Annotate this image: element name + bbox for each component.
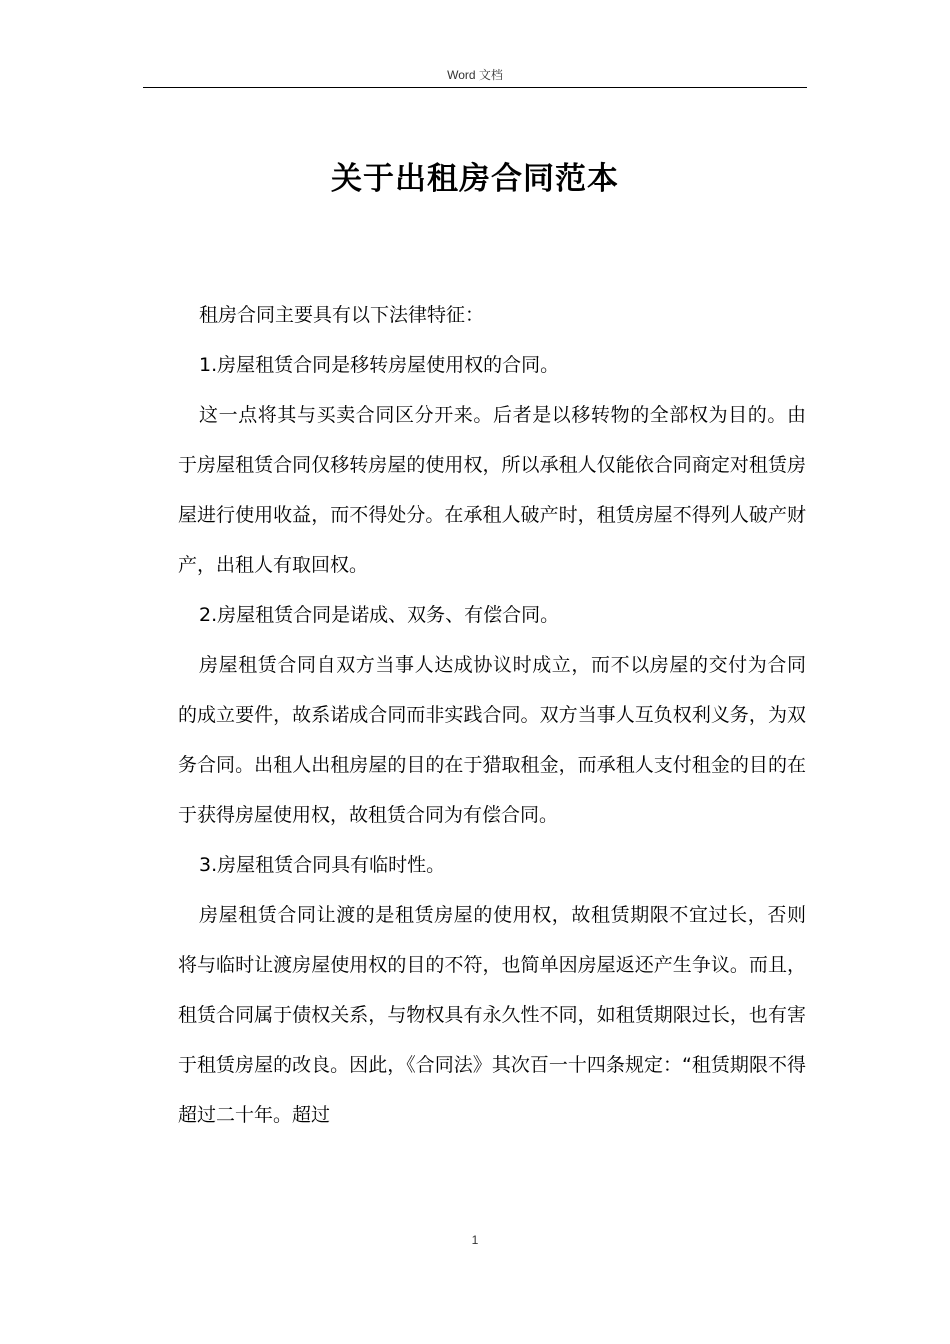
paragraph-body-3: 房屋租赁合同让渡的是租赁房屋的使用权，故租赁期限不宜过长，否则将与临时让渡房屋使用权的目的不符，也简单因房屋返还产生争议。而且，租赁合同属于债权关系，与物权具有永久性不同，如租赁期限过长，也有害于租赁房屋的改良。因此，《合同法》其次百一十四条规定：“租赁期限不得超过二十年。超过 xyxy=(178,904,806,1126)
document-title: 关于出租房合同范本 xyxy=(331,161,619,197)
paragraph-heading-2: 2.房屋租赁合同是诺成、双务、有偿合同。 xyxy=(199,604,560,626)
paragraph-intro: 租房合同主要具有以下法律特征： xyxy=(199,304,485,326)
paragraph-body-1: 这一点将其与买卖合同区分开来。后者是以移转物的全部权为目的。由于房屋租赁合同仅移转房屋的使用权，所以承租人仅能依合同商定对租赁房屋进行使用收益，而不得处分。在承租人破产时，租赁房屋不得列人破产财产，出租人有取回权。 xyxy=(178,404,806,576)
header-divider xyxy=(143,87,807,88)
paragraph-heading-1: 1.房屋租赁合同是移转房屋使用权的合同。 xyxy=(199,354,560,376)
paragraph-heading-3: 3.房屋租赁合同具有临时性。 xyxy=(199,854,446,876)
page-number: 1 xyxy=(471,1233,479,1247)
page-header: Word 文档 xyxy=(447,68,503,82)
paragraph-body-2: 房屋租赁合同自双方当事人达成协议时成立，而不以房屋的交付为合同的成立要件，故系诺成合同而非实践合同。双方当事人互负权利义务，为双务合同。出租人出租房屋的目的在于猎取租金，而承租人支付租金的目的在于获得房屋使用权，故租赁合同为有偿合同。 xyxy=(178,654,806,826)
document-body xyxy=(178,290,806,1140)
